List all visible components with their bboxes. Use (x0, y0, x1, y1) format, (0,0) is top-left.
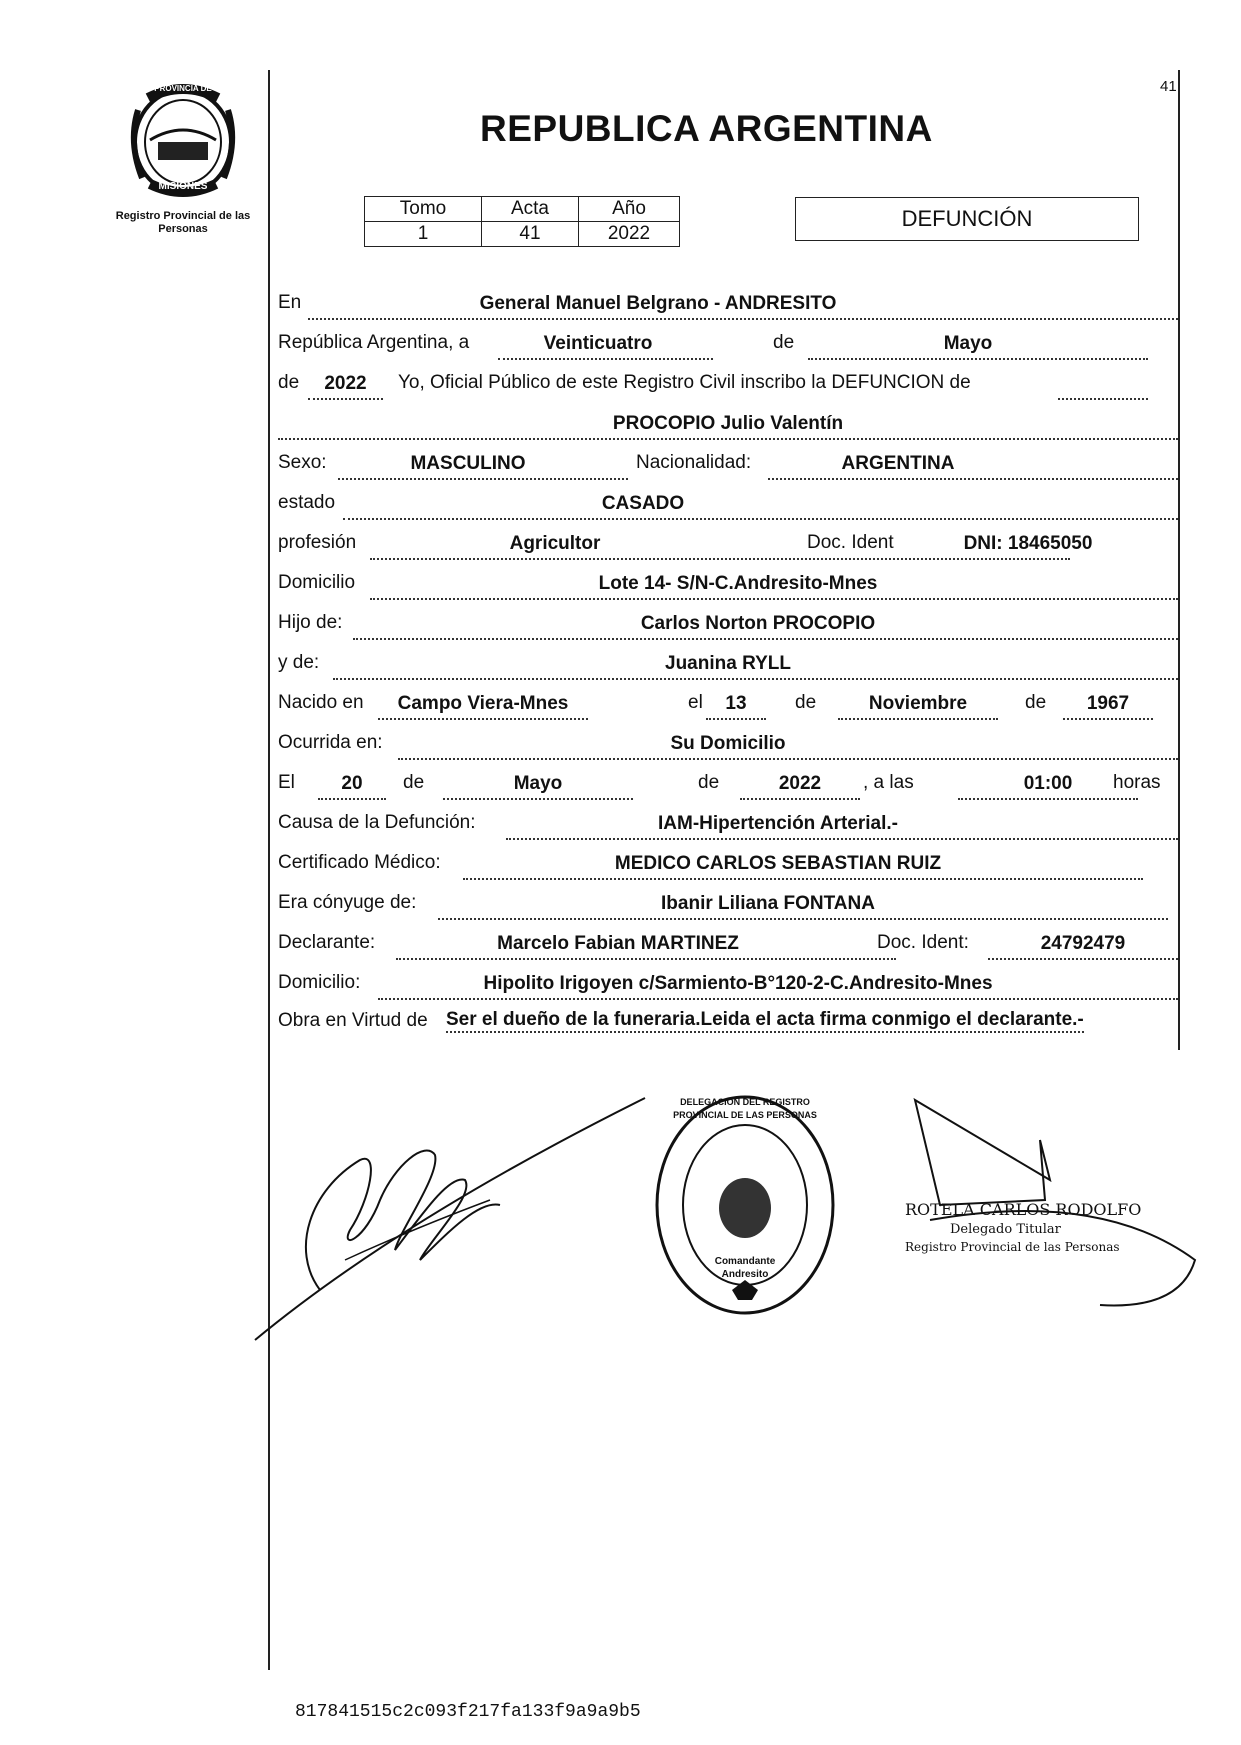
official-stamp (650, 1090, 840, 1320)
row-nacimiento (278, 688, 1178, 720)
causa-label: Causa de la Defunción: (278, 812, 476, 833)
obra-value: Ser el dueño de la funeraria.Leida el acta firma conmigo el declarante.- (446, 1009, 1084, 1033)
horas-label: horas (1113, 772, 1161, 793)
nombre-value: PROCOPIO Julio Valentín (612, 413, 844, 434)
obra-label: Obra en Virtud de (278, 1010, 428, 1031)
dia-value: Veinticuatro (543, 333, 653, 354)
sexo-value: MASCULINO (410, 453, 526, 474)
oficial-line (1058, 368, 1148, 400)
official-org: Registro Provincial de las Personas (905, 1240, 1120, 1254)
def-de1-label: de (403, 772, 425, 793)
declarante-label: Declarante: (278, 932, 376, 953)
def-mes-value: Mayo (513, 773, 563, 794)
nacionalidad-label: Nacionalidad: (636, 452, 752, 473)
registry-label: Registro Provincial de las Personas (115, 210, 251, 235)
en-label: En (278, 292, 302, 313)
estado-value: CASADO (601, 493, 685, 514)
nacido-value: Campo Viera-Mnes (397, 693, 569, 714)
nac-dia-value: 13 (725, 693, 747, 714)
domicilio-value: Lote 14- S/N-C.Andresito-Mnes (598, 573, 878, 594)
row-estado (278, 488, 1178, 520)
nac-de1-label: de (795, 692, 817, 713)
sexo-label: Sexo: (278, 452, 327, 473)
row-certificado (278, 848, 1178, 880)
estado-label: estado (278, 492, 336, 513)
margin-line (268, 70, 270, 1670)
conyuge-value: Ibanir Liliana FONTANA (661, 893, 875, 914)
yde-label: y de: (278, 652, 320, 673)
record-type-box: DEFUNCIÓN (795, 197, 1139, 241)
de2-label: de (278, 372, 300, 393)
madre-value: Juanina RYLL (665, 653, 791, 674)
row-padre (278, 608, 1178, 640)
official-title: Delegado Titular (950, 1222, 1061, 1237)
def-anio-value: 2022 (778, 773, 822, 794)
doc2-label: Doc. Ident: (873, 932, 973, 954)
stamp-inner-text: Comandante Andresito (714, 1256, 776, 1280)
row-defuncion-fecha (278, 768, 1178, 800)
profesion-label: profesión (278, 532, 357, 553)
row-obra (278, 1006, 1178, 1038)
page-number: 41 (1160, 78, 1177, 95)
ocurrida-label: Ocurrida en: (278, 732, 383, 753)
cert-value: MEDICO CARLOS SEBASTIAN RUIZ (614, 853, 942, 874)
domicilio2-label: Domicilio: (278, 972, 361, 993)
row-conyuge (278, 888, 1178, 920)
row-fecha (278, 328, 1178, 360)
anio-header: Año (579, 197, 680, 222)
declarant-signature (250, 1080, 670, 1350)
tomo-value: 1 (365, 222, 482, 247)
record-table (364, 196, 680, 247)
hora-value: 01:00 (1023, 773, 1073, 794)
def-de2-label: de (698, 772, 720, 793)
mes-value: Mayo (943, 333, 993, 354)
row-anio (278, 368, 1178, 400)
nacionalidad-value: ARGENTINA (841, 453, 955, 474)
doc-value: DNI: 18465050 (918, 533, 1138, 555)
nac-mes-value: Noviembre (868, 693, 968, 714)
row-lugar (278, 288, 1178, 320)
row-causa (278, 808, 1178, 840)
page-title: REPUBLICA ARGENTINA (480, 108, 933, 149)
doc-label: Doc. Ident (803, 532, 898, 554)
anio-value: 2022 (579, 222, 680, 247)
nacido-label: Nacido en (278, 692, 364, 713)
profesion-value: Agricultor (509, 533, 601, 554)
ocurrida-value: Su Domicilio (670, 733, 786, 754)
en-value: General Manuel Belgrano - ANDRESITO (479, 293, 837, 314)
el-label: el (688, 692, 703, 713)
row-madre (278, 648, 1178, 680)
province-seal (118, 80, 248, 200)
acta-value: 41 (482, 222, 579, 247)
acta-header: Acta (482, 197, 579, 222)
hijo-label: Hijo de: (278, 612, 343, 633)
doc2-value: 24792479 (1040, 933, 1126, 954)
def-dia-value: 20 (341, 773, 363, 794)
nac-de2-label: de (1025, 692, 1047, 713)
stamp-ring-text: DELEGACION DEL REGISTRO PROVINCIAL DE LAS PERSONAS (673, 1097, 817, 1120)
row-declarante (278, 928, 1178, 960)
domicilio-label: Domicilio (278, 572, 356, 593)
seal-top-text: PROVINCIA DE (154, 84, 212, 93)
row-profesion (278, 528, 1178, 560)
de-label: de (773, 332, 795, 353)
nac-anio-value: 1967 (1086, 693, 1130, 714)
padre-value: Carlos Norton PROCOPIO (640, 613, 876, 634)
oficial-text: Yo, Oficial Público de este Registro Civil inscribo la DEFUNCION de (398, 372, 971, 393)
row-domicilio (278, 568, 1178, 600)
row-ocurrida (278, 728, 1178, 760)
seal-bottom-text: MISIONES (158, 181, 208, 192)
declarante-value: Marcelo Fabian MARTINEZ (497, 933, 739, 954)
alas-label: , a las (863, 772, 914, 793)
official-name: ROTELA CARLOS RODOLFO (905, 1200, 1142, 1219)
cert-label: Certificado Médico: (278, 852, 441, 873)
domicilio2-value: Hipolito Irigoyen c/Sarmiento-B°120-2-C.Andresito-Mnes (483, 973, 993, 994)
republica-label: República Argentina, a (278, 332, 470, 353)
anio-field-value: 2022 (324, 373, 367, 394)
tomo-header: Tomo (365, 197, 482, 222)
el2-label: El (278, 772, 295, 793)
row-sexo (278, 448, 1178, 480)
document-hash: 817841515c2c093f217fa133f9a9a9b5 (295, 1702, 641, 1722)
row-domicilio-declarante (278, 968, 1178, 1000)
stamp-emblem (650, 1090, 840, 1320)
causa-value: IAM-Hipertención Arterial.- (658, 813, 898, 834)
right-margin-line (1178, 70, 1180, 1050)
row-nombre (278, 408, 1178, 440)
conyuge-label: Era cónyuge de: (278, 892, 417, 913)
